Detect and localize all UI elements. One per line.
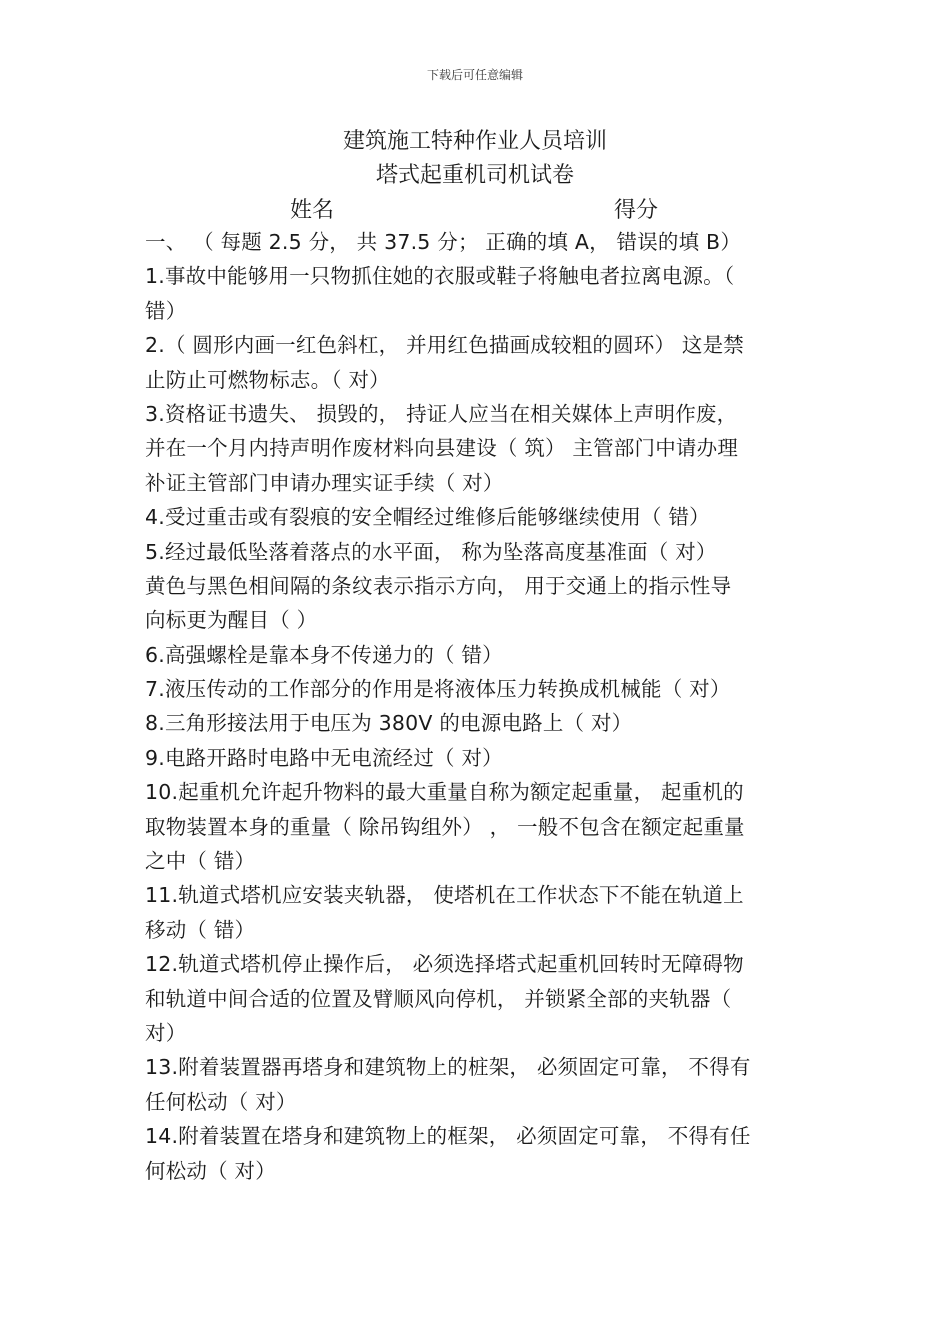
document-subtitle: 塔式起重机司机试卷 <box>375 163 574 188</box>
exam-body <box>145 225 810 1188</box>
text-line: 1.事故中能够用一只物抓住她的衣服或鞋子将触电者拉离电源。（ <box>145 264 735 289</box>
text-line: 何松动（ 对） <box>145 1158 276 1183</box>
text-line: 和轨道中间合适的位置及臂顺风向停机， 并锁紧全部的夹轨器（ <box>145 986 732 1011</box>
text-line: 3.资格证书遗失、 损毁的， 持证人应当在相关媒体上声明作废， <box>145 401 738 426</box>
text-line: 补证主管部门申请办理实证手续（ 对） <box>145 470 504 495</box>
text-line: 黄色与黑色相间隔的条纹表示指示方向， 用于交通上的指示性导 <box>145 573 732 598</box>
text-line: 6.高强螺栓是靠本身不传递力的（ 错） <box>145 642 503 667</box>
text-line: 5.经过最低坠落着落点的水平面， 称为坠落高度基准面（ 对） <box>145 539 717 564</box>
text-line: 取物装置本身的重量（ 除吊钩组外） ， 一般不包含在额定起重量 <box>145 814 745 839</box>
text-line: 8.三角形接法用于电压为 380V 的电源电路上（ 对） <box>145 711 633 736</box>
name-label: 姓名 <box>290 198 335 223</box>
text-line: 并在一个月内持声明作废材料向县建设（ 筑） 主管部门中请办理 <box>145 436 739 461</box>
text-line: 11.轨道式塔机应安装夹轨器， 使塔机在工作状态下不能在轨道上 <box>145 883 744 908</box>
text-line: 13.附着装置器再塔身和建筑物上的桩架， 必须固定可靠， 不得有 <box>145 1055 751 1080</box>
header-note: 下载后可任意编辑 <box>426 68 523 82</box>
text-line: 对） <box>145 1020 187 1045</box>
text-line: 7.液压传动的工作部分的作用是将液体压力转换成机械能（ 对） <box>145 677 731 702</box>
text-line: 移动（ 错） <box>145 917 256 942</box>
text-line: 止防止可燃物标志。（ 对） <box>145 367 390 392</box>
text-line: 向标更为醒目（ ） <box>145 608 318 633</box>
text-line: 10.起重机允许起升物料的最大重量自称为额定起重量， 起重机的 <box>145 780 744 805</box>
text-line: 4.受过重击或有裂痕的安全帽经过维修后能够继续使用（ 错） <box>145 505 710 530</box>
text-line: 9.电路开路时电路中无电流经过（ 对） <box>145 745 503 770</box>
text-line: 错） <box>145 298 187 323</box>
score-label: 得分 <box>614 198 659 223</box>
document-title: 建筑施工特种作业人员培训 <box>342 129 607 154</box>
text-line: 之中（ 错） <box>145 849 256 874</box>
text-line: 12.轨道式塔机停止操作后， 必须选择塔式起重机回转时无障碍物 <box>145 952 744 977</box>
text-line: 任何松动（ 对） <box>145 1089 297 1114</box>
text-line: 2.（ 圆形内画一红色斜杠， 并用红色描画成较粗的圆环） 这是禁 <box>145 333 745 358</box>
text-line: 一、 （ 每题 2.5 分， 共 37.5 分； 正确的填 A， 错误的填 B） <box>145 230 742 254</box>
text-line: 14.附着装置在塔身和建筑物上的框架， 必须固定可靠， 不得有任 <box>145 1124 751 1149</box>
